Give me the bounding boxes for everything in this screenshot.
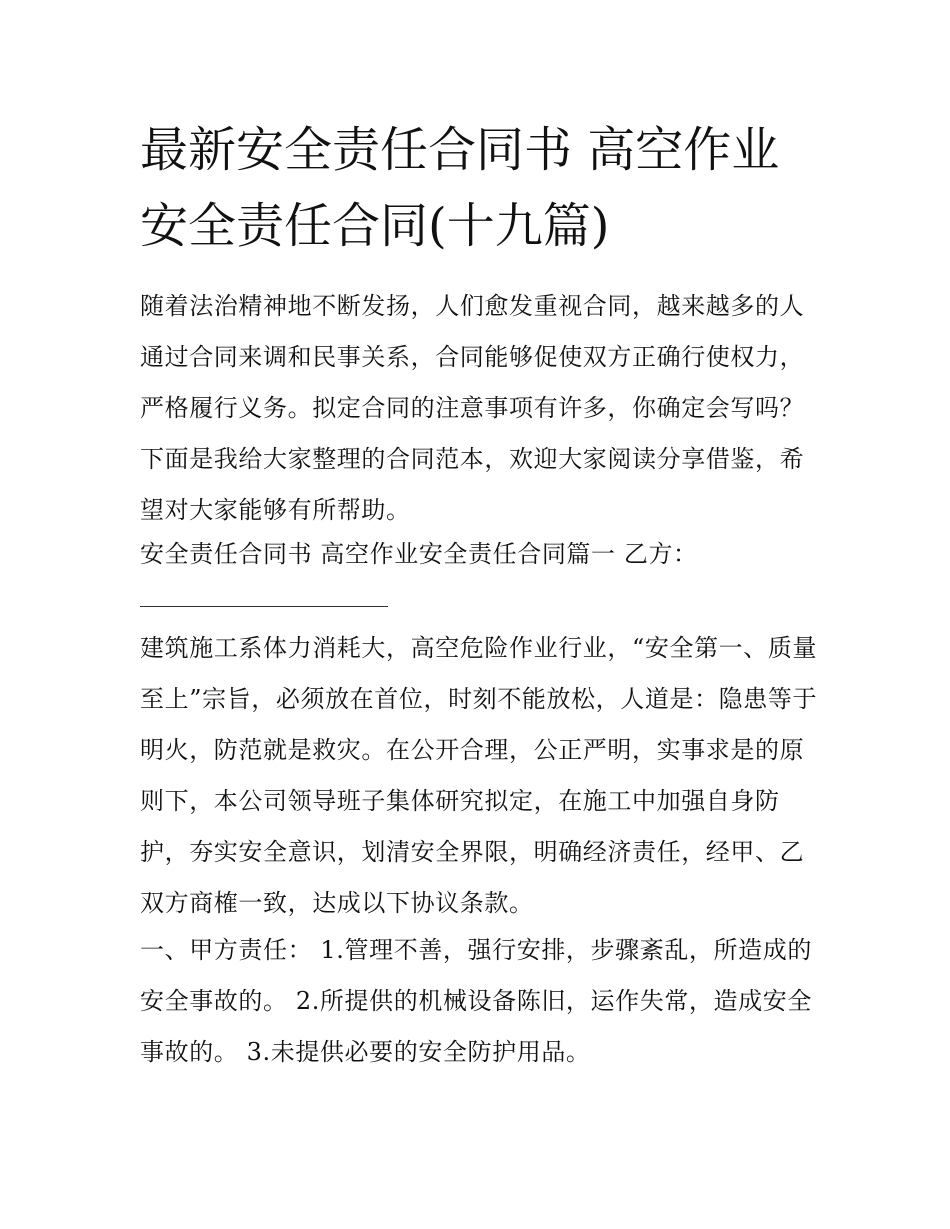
contract-preamble-paragraph: 建筑施工系体力消耗大，高空危险作业行业，“安全第一、质量至上”宗旨，必须放在首位，时刻不能放松，人道是：隐患等于明火，防范就是救灾。在公开合理，公正严明，实事求是的原则下，本公司领导班子集体研究拟定，在施工中加强自身防护，夯实安全意识，划清安全界限，明确经济责任，经甲、乙双方商榷一致，达成以下协议条款。 [140,634,818,917]
party-a-responsibilities-paragraph: 一、甲方责任： 1.管理不善，强行安排，步骤紊乱，所造成的安全事故的。 2.所提供的机械设备陈旧，运作失常，造成安全事故的。 3.未提供必要的安全防护用品。 [140,936,812,1066]
document-title: 最新安全责任合同书 高空作业 安全责任合同(十九篇) [140,122,780,254]
intro-paragraph: 随着法治精神地不断发扬，人们愈发重视合同，越来越多的人通过合同来调和民事关系，合同能够促使双方正确行使权力，严格履行义务。拟定合同的注意事项有许多，你确定会写吗？下面是我给大家整理的合同范本，欢迎大家阅读分享借鉴，希望对大家能够有所帮助。 [140,292,805,524]
section-heading-line: 安全责任合同书 高空作业安全责任合同篇一 乙方： [140,540,698,568]
signature-blank-line [140,606,388,607]
